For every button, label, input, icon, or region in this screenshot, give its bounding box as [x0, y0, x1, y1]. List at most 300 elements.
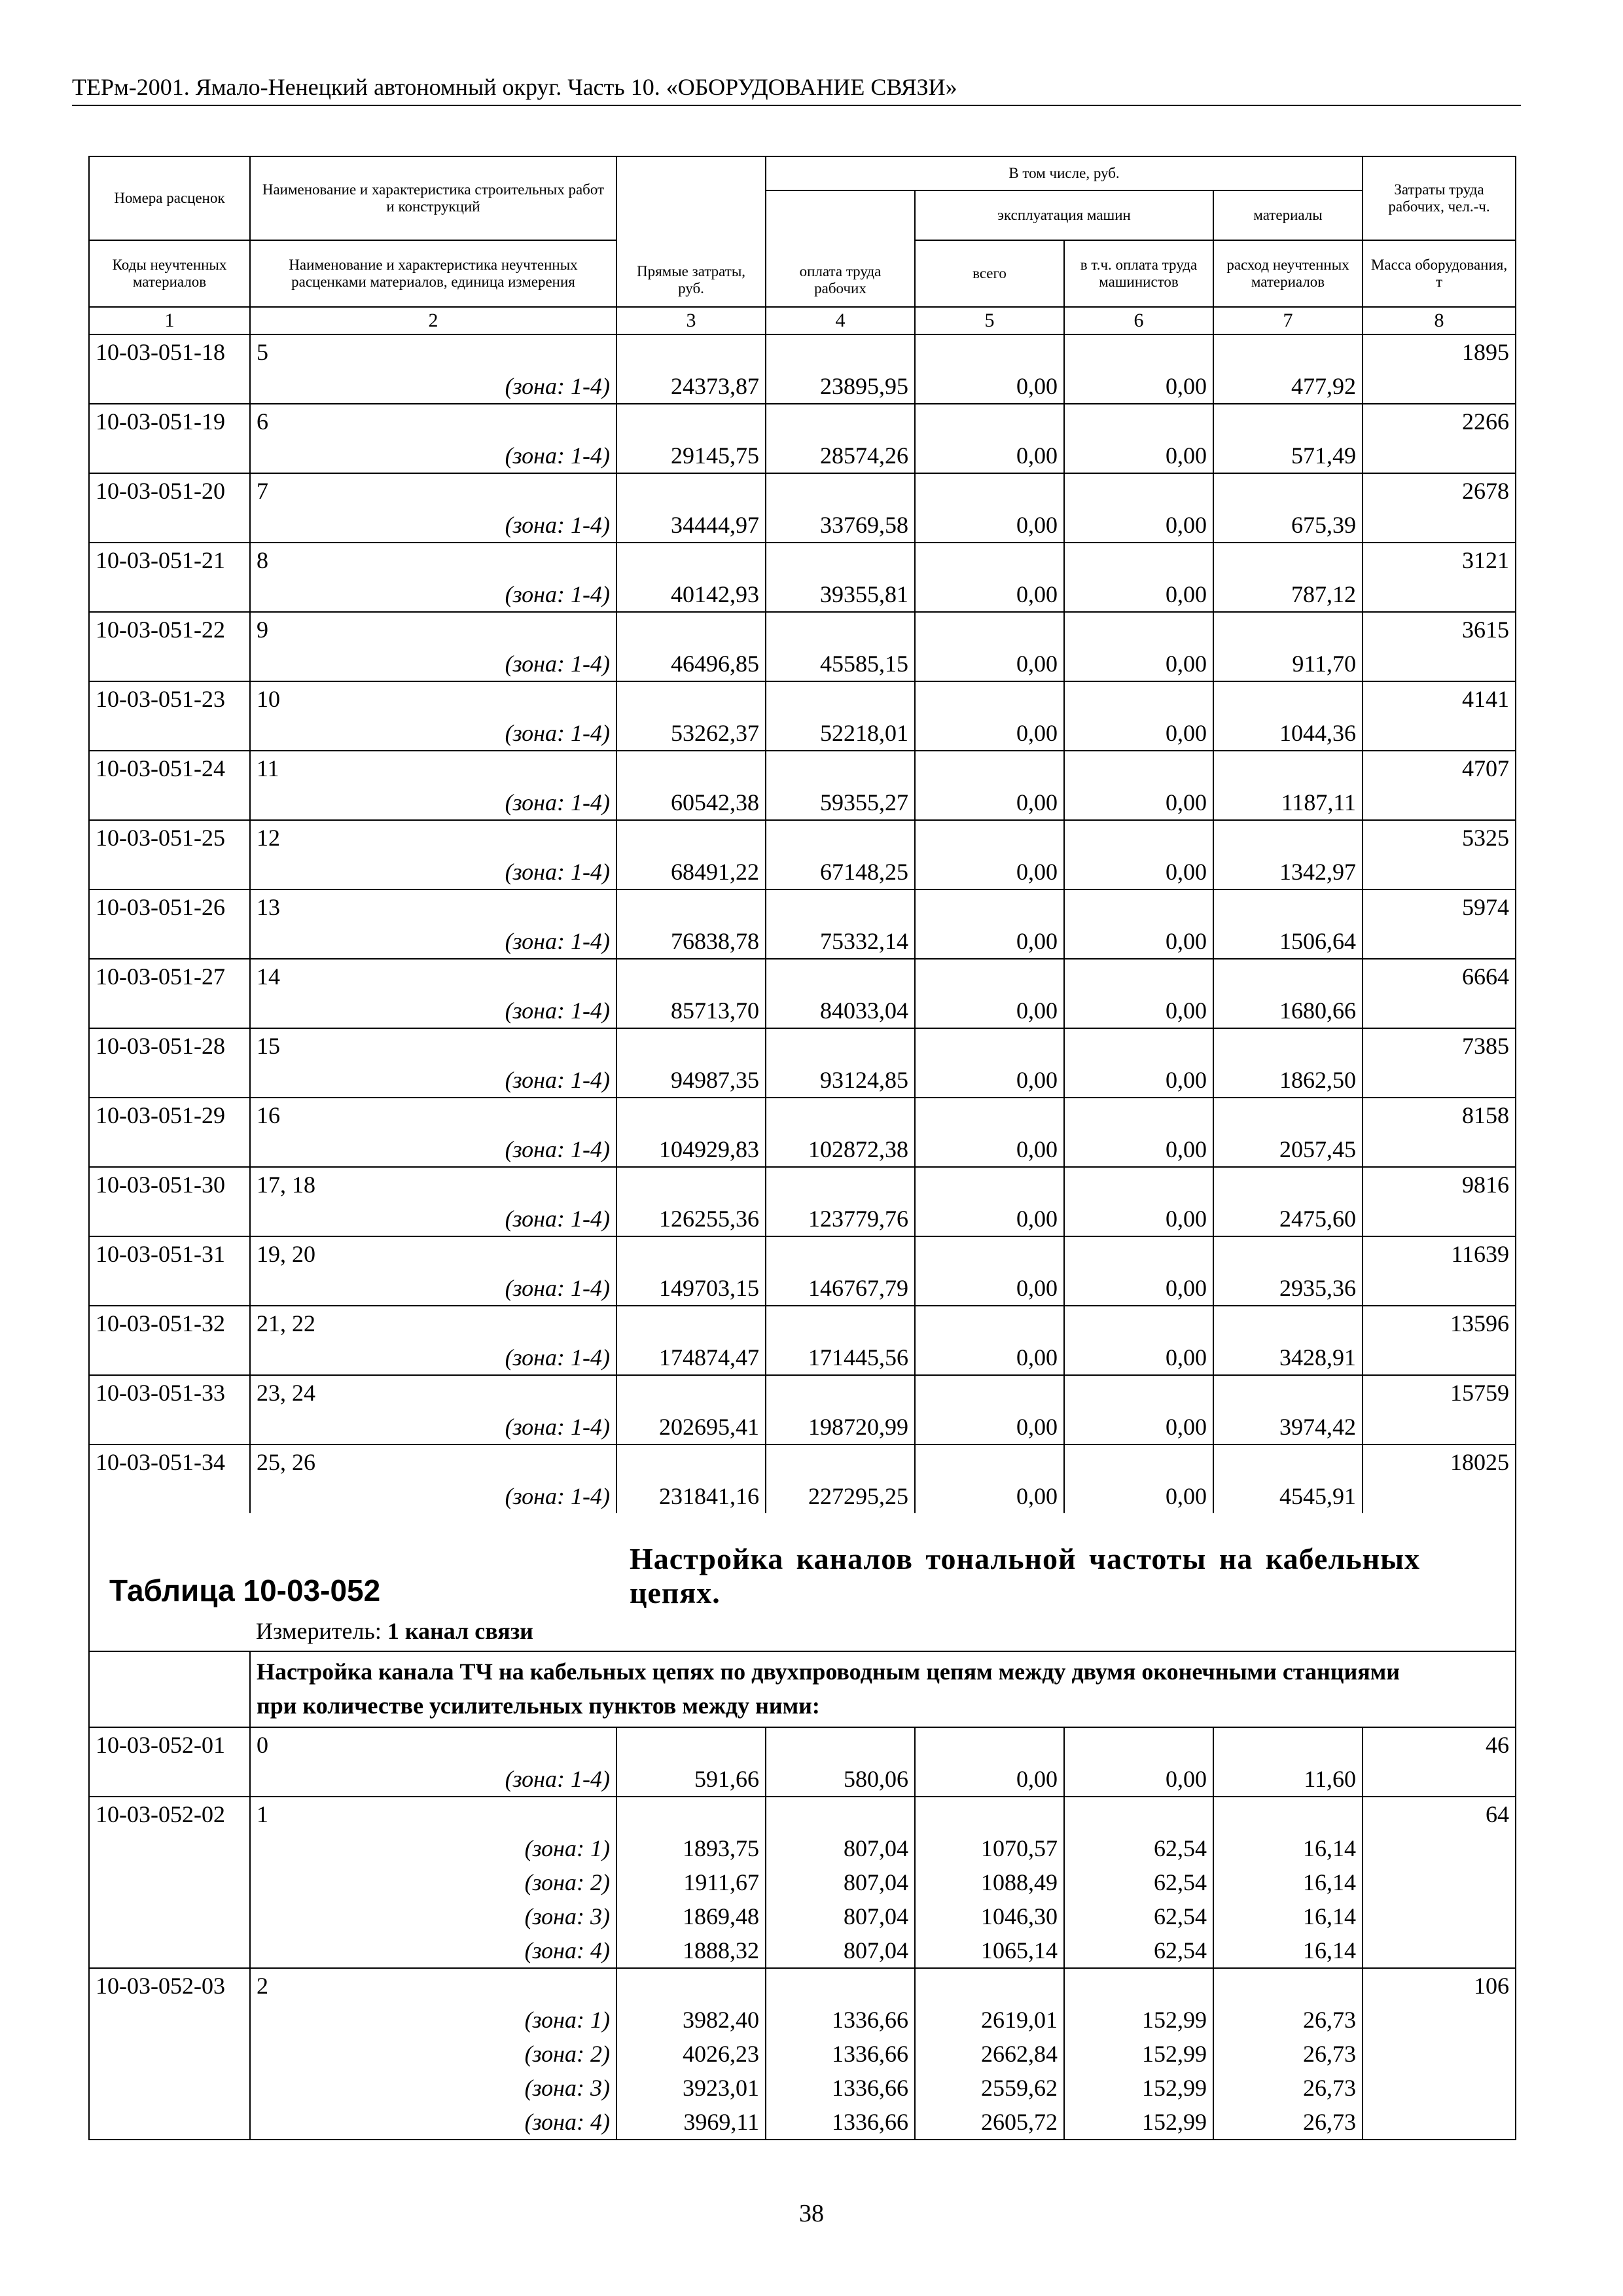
rate-row	[89, 1306, 1516, 1340]
rate-values-row	[89, 508, 1516, 543]
material-cost: 787,12	[1213, 577, 1363, 612]
machine-cost: 0,00	[915, 716, 1064, 751]
machine-wage-cost: 0,00	[1064, 1340, 1213, 1375]
table-052-block	[89, 1513, 1516, 1727]
empty-cell	[915, 473, 1064, 508]
empty-cell	[1064, 1444, 1213, 1479]
empty-cell	[616, 1727, 766, 1762]
zone-label: (зона: 1-4)	[250, 369, 616, 404]
empty-cell	[1213, 889, 1363, 924]
empty-cell	[89, 1865, 250, 1899]
col-materials-header: материалы	[1213, 190, 1363, 240]
machine-wage-cost: 152,99	[1064, 2105, 1213, 2140]
rate-name: 2	[250, 1968, 616, 2003]
rate-code: 10-03-051-22	[89, 612, 250, 647]
labor-cost: 3121	[1363, 543, 1516, 577]
empty-cell	[1064, 1306, 1213, 1340]
rate-code: 10-03-051-18	[89, 334, 250, 369]
rate-name: 16	[250, 1098, 616, 1132]
empty-cell	[915, 1028, 1064, 1063]
machine-wage-cost: 0,00	[1064, 855, 1213, 889]
empty-cell	[616, 751, 766, 785]
empty-cell	[1363, 2071, 1516, 2105]
zone-label: (зона: 1-4)	[250, 1479, 616, 1513]
page-header: ТЕРм-2001. Ямало-Ненецкий автономный округ. Часть 10. «ОБОРУДОВАНИЕ СВЯЗИ»	[72, 73, 1521, 106]
empty-cell	[616, 1968, 766, 2003]
machine-cost: 0,00	[915, 1271, 1064, 1306]
empty-cell	[766, 681, 915, 716]
col-code2-header: Коды неучтенных материалов	[89, 240, 250, 307]
empty-cell	[1363, 1410, 1516, 1444]
empty-cell	[766, 1968, 915, 2003]
direct-cost: 1869,48	[616, 1899, 766, 1933]
zone-label: (зона: 1-4)	[250, 1762, 616, 1797]
empty-cell	[89, 1271, 250, 1306]
empty-cell	[1064, 1028, 1213, 1063]
zone-label: (зона: 1-4)	[250, 508, 616, 543]
direct-cost: 85713,70	[616, 994, 766, 1028]
labor-cost: 2678	[1363, 473, 1516, 508]
empty-cell	[616, 473, 766, 508]
empty-cell	[915, 889, 1064, 924]
empty-cell	[1363, 1063, 1516, 1098]
empty-cell	[1363, 1340, 1516, 1375]
wage-cost: 67148,25	[766, 855, 915, 889]
rate-row	[89, 1375, 1516, 1410]
direct-cost: 1893,75	[616, 1831, 766, 1865]
empty-cell	[1363, 785, 1516, 820]
machine-cost: 1088,49	[915, 1865, 1064, 1899]
rate-values-row	[89, 1202, 1516, 1236]
machine-cost: 2619,01	[915, 2003, 1064, 2037]
empty-cell	[915, 1098, 1064, 1132]
empty-cell	[616, 1236, 766, 1271]
empty-cell	[1213, 959, 1363, 994]
rate-name: 1	[250, 1797, 616, 1831]
empty-cell	[89, 439, 250, 473]
rate-row	[89, 1727, 1516, 1762]
empty-cell	[1064, 1727, 1213, 1762]
labor-cost: 11639	[1363, 1236, 1516, 1271]
empty-cell	[1213, 681, 1363, 716]
wage-cost: 28574,26	[766, 439, 915, 473]
empty-cell	[616, 1375, 766, 1410]
empty-cell	[915, 404, 1064, 439]
direct-cost: 34444,97	[616, 508, 766, 543]
empty-cell	[1064, 820, 1213, 855]
empty-cell	[915, 1236, 1064, 1271]
empty-cell	[1064, 1968, 1213, 2003]
machine-wage-cost: 0,00	[1064, 1762, 1213, 1797]
rate-values-row	[89, 577, 1516, 612]
rate-name: 17, 18	[250, 1167, 616, 1202]
empty-cell	[1363, 994, 1516, 1028]
direct-cost: 174874,47	[616, 1340, 766, 1375]
zone-label: (зона: 1-4)	[250, 1063, 616, 1098]
empty-cell	[766, 1444, 915, 1479]
wage-cost: 123779,76	[766, 1202, 915, 1236]
empty-cell	[616, 820, 766, 855]
col-number: 7	[1213, 307, 1363, 334]
machine-wage-cost: 0,00	[1064, 508, 1213, 543]
col-wage-header: оплата труда рабочих	[766, 190, 915, 307]
rate-code: 10-03-051-34	[89, 1444, 250, 1479]
wage-cost: 39355,81	[766, 577, 915, 612]
material-cost: 1862,50	[1213, 1063, 1363, 1098]
empty-cell	[1213, 820, 1363, 855]
direct-cost: 24373,87	[616, 369, 766, 404]
empty-cell	[89, 647, 250, 681]
empty-cell	[766, 612, 915, 647]
wage-cost: 102872,38	[766, 1132, 915, 1167]
machine-wage-cost: 0,00	[1064, 994, 1213, 1028]
empty-cell	[1064, 1375, 1213, 1410]
rate-values-row	[89, 1479, 1516, 1513]
empty-cell	[1363, 1132, 1516, 1167]
machine-wage-cost: 0,00	[1064, 1063, 1213, 1098]
direct-cost: 3923,01	[616, 2071, 766, 2105]
wage-cost: 84033,04	[766, 994, 915, 1028]
labor-cost: 46	[1363, 1727, 1516, 1762]
material-cost: 3428,91	[1213, 1340, 1363, 1375]
machine-wage-cost: 0,00	[1064, 716, 1213, 751]
material-cost: 26,73	[1213, 2037, 1363, 2071]
empty-cell	[1064, 889, 1213, 924]
empty-cell	[766, 889, 915, 924]
wage-cost: 45585,15	[766, 647, 915, 681]
direct-cost: 126255,36	[616, 1202, 766, 1236]
direct-cost: 104929,83	[616, 1132, 766, 1167]
empty-cell	[89, 1132, 250, 1167]
empty-cell	[766, 1236, 915, 1271]
empty-cell	[766, 1375, 915, 1410]
rate-row	[89, 334, 1516, 369]
empty-cell	[89, 994, 250, 1028]
material-cost: 675,39	[1213, 508, 1363, 543]
machine-cost: 0,00	[915, 508, 1064, 543]
rate-code: 10-03-052-02	[89, 1797, 250, 1831]
empty-cell	[616, 889, 766, 924]
col-name2-header: Наименование и характеристика неучтенных расценками материалов, единица измерения	[250, 240, 616, 307]
machine-wage-cost: 0,00	[1064, 369, 1213, 404]
rate-name: 15	[250, 1028, 616, 1063]
empty-cell	[1064, 1797, 1213, 1831]
machine-wage-cost: 152,99	[1064, 2003, 1213, 2037]
empty-cell	[1363, 2037, 1516, 2071]
machine-cost: 2662,84	[915, 2037, 1064, 2071]
empty-cell	[915, 820, 1064, 855]
machine-cost: 0,00	[915, 1132, 1064, 1167]
rate-values-row	[89, 1271, 1516, 1306]
wage-cost: 1336,66	[766, 2105, 915, 2140]
material-cost: 1680,66	[1213, 994, 1363, 1028]
machine-cost: 0,00	[915, 785, 1064, 820]
empty-cell	[1064, 1098, 1213, 1132]
direct-cost: 149703,15	[616, 1271, 766, 1306]
direct-cost: 40142,93	[616, 577, 766, 612]
labor-cost: 4707	[1363, 751, 1516, 785]
direct-cost: 53262,37	[616, 716, 766, 751]
empty-cell	[616, 959, 766, 994]
empty-cell	[915, 334, 1064, 369]
empty-cell	[1363, 2003, 1516, 2037]
empty-cell	[89, 716, 250, 751]
material-cost: 26,73	[1213, 2071, 1363, 2105]
empty-cell	[89, 785, 250, 820]
material-cost: 1506,64	[1213, 924, 1363, 959]
table-header	[89, 156, 1516, 334]
empty-cell	[915, 1306, 1064, 1340]
zone-label: (зона: 3)	[250, 2071, 616, 2105]
material-cost: 1342,97	[1213, 855, 1363, 889]
zone-label: (зона: 1-4)	[250, 785, 616, 820]
material-cost: 16,14	[1213, 1831, 1363, 1865]
direct-cost: 68491,22	[616, 855, 766, 889]
labor-cost: 6664	[1363, 959, 1516, 994]
empty-cell	[1363, 1762, 1516, 1797]
empty-cell	[1213, 1375, 1363, 1410]
zone-values-row	[89, 2003, 1516, 2037]
empty-cell	[89, 508, 250, 543]
empty-cell	[766, 473, 915, 508]
material-cost: 1044,36	[1213, 716, 1363, 751]
labor-cost: 2266	[1363, 404, 1516, 439]
machine-cost: 0,00	[915, 1202, 1064, 1236]
rate-values-row	[89, 1063, 1516, 1098]
zone-values-row	[89, 2071, 1516, 2105]
material-cost: 2057,45	[1213, 1132, 1363, 1167]
rows-051	[89, 334, 1516, 1513]
empty-cell	[89, 1410, 250, 1444]
direct-cost: 1888,32	[616, 1933, 766, 1968]
empty-cell	[1363, 369, 1516, 404]
rate-row	[89, 820, 1516, 855]
empty-cell	[1213, 1167, 1363, 1202]
col-number: 3	[616, 307, 766, 334]
machine-wage-cost: 152,99	[1064, 2037, 1213, 2071]
material-cost: 26,73	[1213, 2105, 1363, 2140]
wage-cost: 580,06	[766, 1762, 915, 1797]
rate-name: 11	[250, 751, 616, 785]
empty-cell	[1363, 439, 1516, 473]
empty-cell	[766, 959, 915, 994]
zone-label: (зона: 1-4)	[250, 1271, 616, 1306]
material-cost: 911,70	[1213, 647, 1363, 681]
rate-values-row	[89, 1410, 1516, 1444]
empty-cell	[915, 1968, 1064, 2003]
machine-cost: 0,00	[915, 1762, 1064, 1797]
empty-cell	[915, 1797, 1064, 1831]
direct-cost: 4026,23	[616, 2037, 766, 2071]
rate-row	[89, 612, 1516, 647]
machine-wage-cost: 0,00	[1064, 1410, 1213, 1444]
wage-cost: 1336,66	[766, 2071, 915, 2105]
direct-cost: 94987,35	[616, 1063, 766, 1098]
col-number: 2	[250, 307, 616, 334]
rate-name: 19, 20	[250, 1236, 616, 1271]
labor-cost: 64	[1363, 1797, 1516, 1831]
subsection-title: Настройка канала ТЧ на кабельных цепях по двухпроводным цепям между двумя оконечными станциями при количестве усилительных пунктов между ними:	[250, 1651, 1516, 1727]
col-mass-header: Масса оборудования, т	[1363, 240, 1516, 307]
empty-cell	[1064, 959, 1213, 994]
measure-prefix: Измеритель:	[256, 1618, 382, 1644]
labor-cost: 8158	[1363, 1098, 1516, 1132]
machine-wage-cost: 62,54	[1064, 1865, 1213, 1899]
rate-name: 0	[250, 1727, 616, 1762]
empty-cell	[1213, 404, 1363, 439]
rate-name: 6	[250, 404, 616, 439]
zone-values-row	[89, 2037, 1516, 2071]
machine-cost: 0,00	[915, 994, 1064, 1028]
rate-name: 23, 24	[250, 1375, 616, 1410]
empty-cell	[89, 369, 250, 404]
wage-cost: 59355,27	[766, 785, 915, 820]
material-cost: 16,14	[1213, 1933, 1363, 1968]
empty-cell	[1213, 1727, 1363, 1762]
empty-cell	[1363, 508, 1516, 543]
col-mach-wage-header: в т.ч. оплата труда машинистов	[1064, 240, 1213, 307]
rate-values-row	[89, 369, 1516, 404]
zone-label: (зона: 1-4)	[250, 855, 616, 889]
empty-cell	[1363, 577, 1516, 612]
empty-cell	[89, 1899, 250, 1933]
empty-cell	[1213, 751, 1363, 785]
empty-cell	[1213, 1968, 1363, 2003]
rate-code: 10-03-051-23	[89, 681, 250, 716]
machine-cost: 2605,72	[915, 2105, 1064, 2140]
machine-cost: 0,00	[915, 577, 1064, 612]
rate-values-row	[89, 439, 1516, 473]
material-cost: 16,14	[1213, 1899, 1363, 1933]
empty-cell	[89, 2071, 250, 2105]
empty-cell	[89, 2037, 250, 2071]
empty-cell	[1363, 924, 1516, 959]
empty-cell	[616, 1797, 766, 1831]
rate-code: 10-03-051-27	[89, 959, 250, 994]
col-mat-header: расход неучтенных материалов	[1213, 240, 1363, 307]
empty-cell	[1213, 543, 1363, 577]
zone-label: (зона: 1-4)	[250, 1410, 616, 1444]
rate-row	[89, 751, 1516, 785]
wage-cost: 1336,66	[766, 2003, 915, 2037]
wage-cost: 807,04	[766, 1865, 915, 1899]
rate-row	[89, 1236, 1516, 1271]
wage-cost: 1336,66	[766, 2037, 915, 2071]
col-labor-header: Затраты труда рабочих, чел.-ч.	[1363, 156, 1516, 240]
wage-cost: 33769,58	[766, 508, 915, 543]
zone-label: (зона: 1-4)	[250, 577, 616, 612]
empty-cell	[915, 681, 1064, 716]
empty-cell	[766, 820, 915, 855]
zone-values-row	[89, 1831, 1516, 1865]
wage-cost: 93124,85	[766, 1063, 915, 1098]
labor-cost: 5325	[1363, 820, 1516, 855]
empty-cell	[1064, 612, 1213, 647]
empty-cell	[1064, 473, 1213, 508]
wage-cost: 807,04	[766, 1899, 915, 1933]
empty-cell	[1064, 1167, 1213, 1202]
rate-code: 10-03-051-20	[89, 473, 250, 508]
empty-cell	[766, 334, 915, 369]
empty-cell	[1363, 1271, 1516, 1306]
rate-values-row	[89, 855, 1516, 889]
zone-label: (зона: 3)	[250, 1899, 616, 1933]
empty-cell	[89, 2003, 250, 2037]
labor-cost: 1895	[1363, 334, 1516, 369]
rate-row	[89, 1444, 1516, 1479]
col-group-header: В том числе, руб.	[766, 156, 1363, 190]
empty-cell	[1064, 334, 1213, 369]
empty-cell	[1213, 1098, 1363, 1132]
empty-cell	[616, 1098, 766, 1132]
labor-cost: 106	[1363, 1968, 1516, 2003]
empty-cell	[616, 1306, 766, 1340]
rate-name: 14	[250, 959, 616, 994]
machine-cost: 0,00	[915, 1340, 1064, 1375]
wage-cost: 198720,99	[766, 1410, 915, 1444]
machine-wage-cost: 0,00	[1064, 647, 1213, 681]
empty-cell	[89, 1933, 250, 1968]
direct-cost: 3969,11	[616, 2105, 766, 2140]
empty-cell	[766, 1098, 915, 1132]
machine-wage-cost: 0,00	[1064, 1479, 1213, 1513]
wage-cost: 807,04	[766, 1831, 915, 1865]
machine-cost: 0,00	[915, 647, 1064, 681]
rates-table	[88, 156, 1516, 2140]
wage-cost: 171445,56	[766, 1340, 915, 1375]
col-number: 5	[915, 307, 1064, 334]
empty-cell	[766, 1306, 915, 1340]
empty-cell	[766, 1797, 915, 1831]
rate-row	[89, 1028, 1516, 1063]
rate-row	[89, 681, 1516, 716]
rate-code: 10-03-051-26	[89, 889, 250, 924]
col-machines-header: эксплуатация машин	[915, 190, 1213, 240]
empty-cell	[616, 1028, 766, 1063]
empty-cell	[1213, 1797, 1363, 1831]
wage-cost: 807,04	[766, 1933, 915, 1968]
wage-cost: 146767,79	[766, 1271, 915, 1306]
labor-cost: 3615	[1363, 612, 1516, 647]
machine-wage-cost: 0,00	[1064, 577, 1213, 612]
empty-cell	[915, 1375, 1064, 1410]
rate-row	[89, 473, 1516, 508]
material-cost: 477,92	[1213, 369, 1363, 404]
col-mach-total-header: всего	[915, 240, 1064, 307]
rate-name: 12	[250, 820, 616, 855]
empty-cell	[616, 543, 766, 577]
material-cost: 571,49	[1213, 439, 1363, 473]
machine-cost: 0,00	[915, 1479, 1064, 1513]
zone-label: (зона: 2)	[250, 1865, 616, 1899]
machine-wage-cost: 0,00	[1064, 1202, 1213, 1236]
machine-cost: 2559,62	[915, 2071, 1064, 2105]
empty-cell	[89, 577, 250, 612]
rate-values-row	[89, 994, 1516, 1028]
rate-row	[89, 1167, 1516, 1202]
empty-cell	[616, 404, 766, 439]
empty-cell	[766, 751, 915, 785]
rate-row	[89, 543, 1516, 577]
col-number: 1	[89, 307, 250, 334]
empty-cell	[1363, 1202, 1516, 1236]
machine-cost: 0,00	[915, 1063, 1064, 1098]
material-cost: 1187,11	[1213, 785, 1363, 820]
machine-wage-cost: 62,54	[1064, 1933, 1213, 1968]
empty-cell	[89, 1479, 250, 1513]
empty-cell	[915, 959, 1064, 994]
rate-name: 13	[250, 889, 616, 924]
